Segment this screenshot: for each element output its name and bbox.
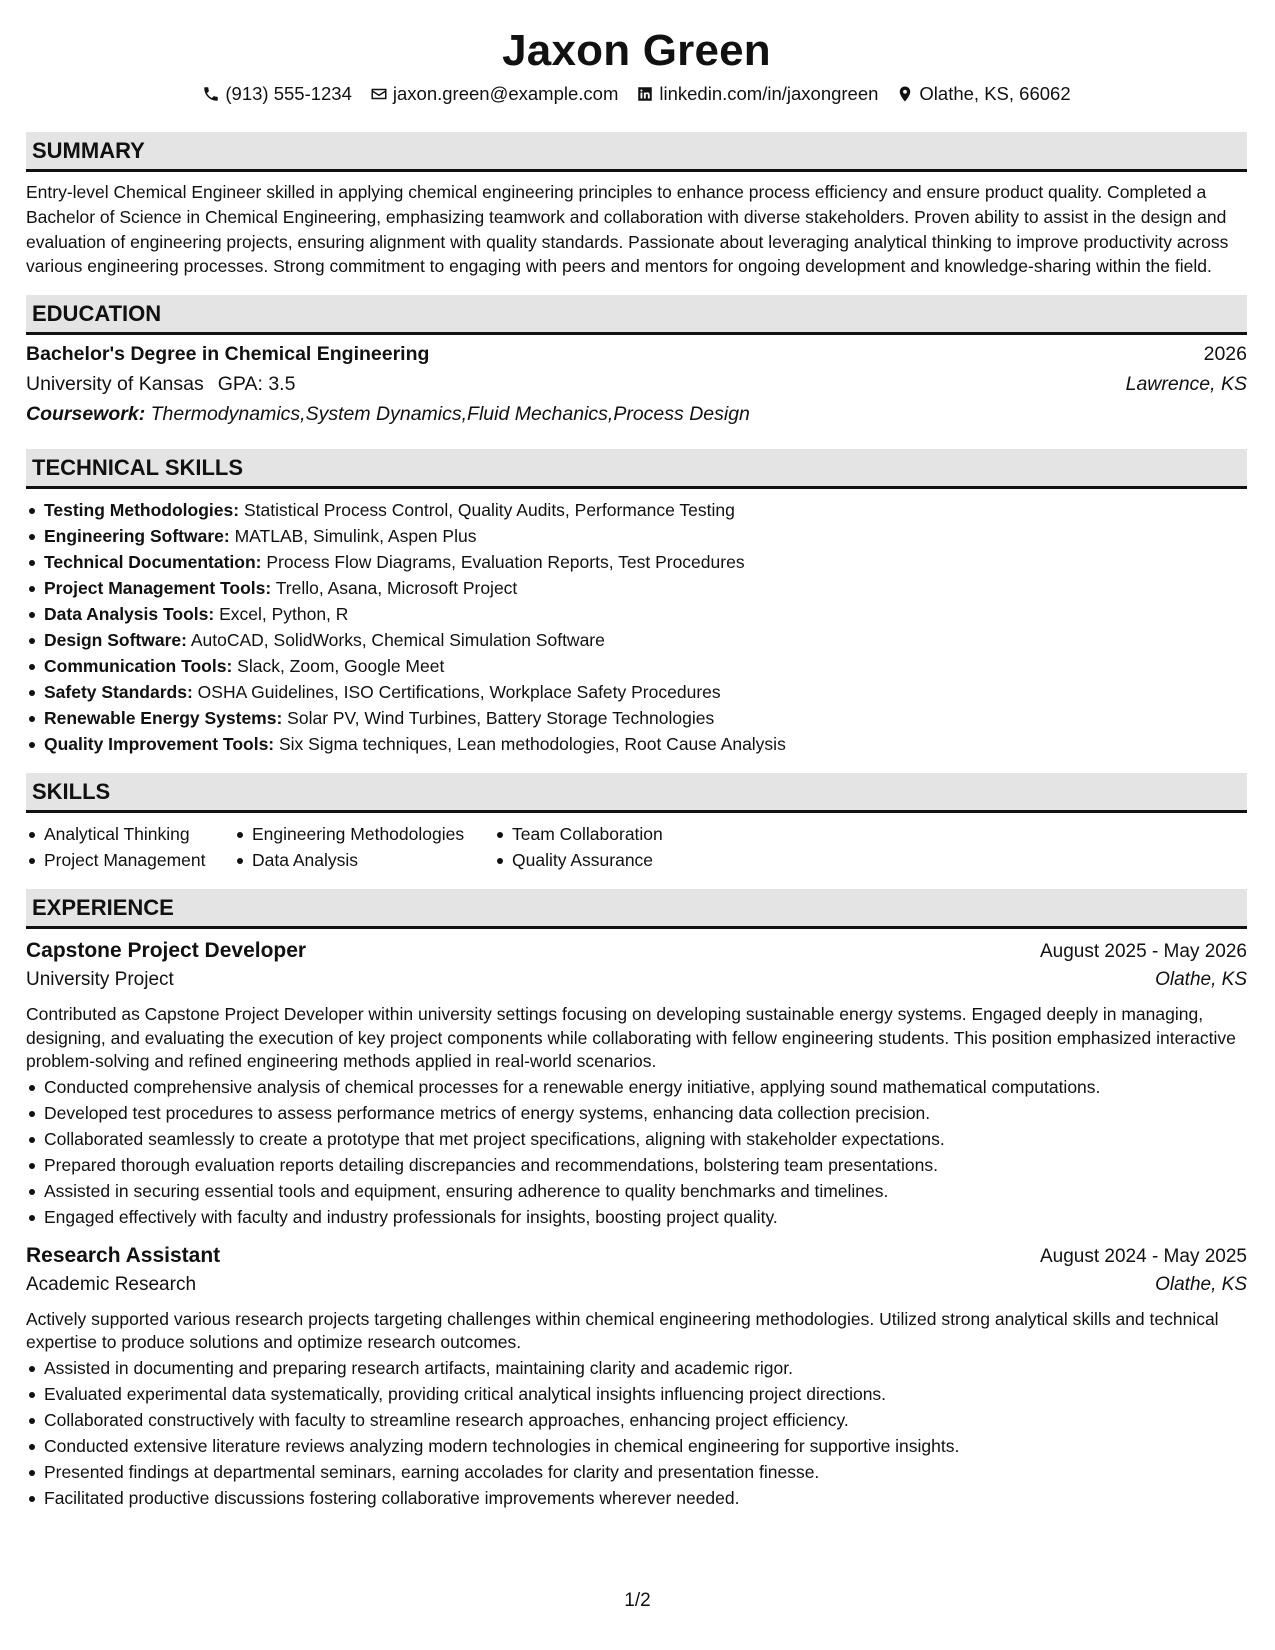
job-org-row — [26, 1274, 1247, 1304]
degree-title: Bachelor's Degree in Chemical Engineering — [26, 343, 430, 366]
list-item — [26, 575, 1247, 601]
skill-values: OSHA Guidelines, ISO Certifications, Workplace Safety Procedures — [197, 682, 721, 703]
skill-values: Slack, Zoom, Google Meet — [237, 656, 445, 677]
job-description: Contributed as Capstone Project Developer within university settings focusing on developing sustainable energy systems. Engaged deeply in managing, designing, and evaluating the execution of key project components while collaborating with fellow engineering students. This position emphasized interactive problem-solving and refined engineering methods applied in real-world scenarios. — [26, 1004, 1236, 1072]
list-item: Assisted in documenting and preparing research artifacts, maintaining clarity and academic rigor. — [26, 1355, 1247, 1381]
skills-grid — [26, 821, 1247, 873]
gpa: GPA: 3.5 — [217, 373, 296, 396]
skills-column — [494, 821, 794, 873]
job-title-row — [26, 939, 1247, 969]
experience-entry — [26, 939, 1247, 1230]
list-item — [26, 627, 1247, 653]
school-info — [26, 373, 295, 396]
list-item: Facilitated productive discussions fostering collaborative improvements wherever needed. — [26, 1485, 1247, 1511]
summary-text: Entry-level Chemical Engineer skilled in applying chemical engineering principles to enhance process efficiency and ensure product quality. Completed a Bachelor of Science in Chemical Engineering, emphasizing teamwork and collaboration with diverse stakeholders. Proven ability to assist in the design and evaluation of engineering projects, ensuring alignment with quality standards. Passionate about leveraging analytical thinking to improve productivity across various engineering processes. Strong commitment to engaging with peers and mentors for ongoing development and knowledge-sharing within the field. — [26, 182, 1229, 277]
skill-values: Trello, Asana, Microsoft Project — [275, 578, 518, 599]
location-text: Olathe, KS, 66062 — [919, 83, 1071, 104]
contact-location — [896, 83, 1070, 105]
list-item: Assisted in securing essential tools and equipment, ensuring adherence to quality benchmarks and timelines. — [26, 1178, 1247, 1204]
job-title-row — [26, 1244, 1247, 1274]
list-item: Evaluated experimental data systematically, providing critical analytical insights influencing project directions. — [26, 1381, 1247, 1407]
list-item — [26, 549, 1247, 575]
candidate-name: Jaxon Green — [502, 26, 771, 75]
email-text: jaxon.green@example.com — [392, 83, 619, 104]
graduation-year: 2026 — [1203, 343, 1247, 366]
list-item: Collaborated constructively with faculty to streamline research approaches, enhancing project efficiency. — [26, 1407, 1247, 1433]
job-dates: August 2024 - May 2025 — [1039, 1245, 1247, 1267]
map-pin-icon — [896, 85, 914, 103]
contact-bar — [26, 78, 1247, 110]
skill-category: Engineering Software: — [44, 526, 230, 547]
experience-heading: EXPERIENCE — [26, 889, 1247, 929]
list-item: Presented findings at departmental seminars, earning accolades for clarity and presentation finesse. — [26, 1459, 1247, 1485]
skill-category: Data Analysis Tools: — [44, 604, 215, 625]
job-location: Olathe, KS — [1155, 969, 1247, 991]
school-location: Lawrence, KS — [1125, 373, 1247, 396]
job-org-row — [26, 969, 1247, 999]
list-item — [26, 523, 1247, 549]
skills-column — [26, 821, 234, 873]
job-title: Research Assistant — [26, 1243, 221, 1267]
education-degree-row — [26, 343, 1247, 373]
list-item: Developed test procedures to assess performance metrics of energy systems, enhancing data collection precision. — [26, 1100, 1247, 1126]
job-location: Olathe, KS — [1155, 1273, 1247, 1295]
technical-skills-section — [26, 449, 1247, 757]
list-item: Engaged effectively with faculty and industry professionals for insights, boosting project quality. — [26, 1204, 1247, 1230]
education-school-row — [26, 373, 1247, 403]
list-item: Collaborated seamlessly to create a prototype that met project specifications, aligning with stakeholder expectations. — [26, 1126, 1247, 1152]
list-item: Quality Assurance — [494, 847, 794, 873]
skill-values: Process Flow Diagrams, Evaluation Reports, Test Procedures — [266, 552, 745, 573]
summary-heading: SUMMARY — [26, 132, 1247, 172]
skill-category: Communication Tools: — [44, 656, 233, 677]
experience-section — [26, 889, 1247, 1511]
skills-heading: SKILLS — [26, 773, 1247, 813]
job-bullets — [26, 1074, 1247, 1230]
job-description: Actively supported various research projects targeting challenges within chemical engineering methodologies. Utilized strong analytical skills and technical expertise to produce solutions and optimize research outcomes. — [26, 1308, 1219, 1353]
coursework-list: Thermodynamics,System Dynamics,Fluid Mechanics,Process Design — [150, 403, 750, 426]
education-heading: EDUCATION — [26, 295, 1247, 335]
phone-text: (913) 555-1234 — [225, 83, 352, 104]
job-title: Capstone Project Developer — [26, 939, 307, 963]
job-dates: August 2025 - May 2026 — [1039, 941, 1247, 963]
phone-icon — [202, 85, 220, 103]
experience-entry — [26, 1244, 1247, 1511]
skill-category: Project Management Tools: — [44, 578, 272, 599]
skill-category: Quality Improvement Tools: — [44, 734, 275, 755]
list-item — [26, 705, 1247, 731]
coursework-label: Coursework: — [26, 403, 146, 426]
skill-category: Renewable Energy Systems: — [44, 708, 283, 729]
job-organization: University Project — [26, 969, 174, 991]
skills-column — [234, 821, 494, 873]
list-item — [26, 601, 1247, 627]
linkedin-icon — [636, 85, 654, 103]
skill-category: Technical Documentation: — [44, 552, 262, 573]
list-item — [26, 497, 1247, 523]
skill-values: Solar PV, Wind Turbines, Battery Storage Technologies — [287, 708, 715, 729]
envelope-icon — [370, 85, 388, 103]
linkedin-text: linkedin.com/in/jaxongreen — [659, 83, 879, 104]
page-number: 1/2 — [624, 1590, 651, 1611]
list-item — [26, 679, 1247, 705]
list-item: Conducted comprehensive analysis of chemical processes for a renewable energy initiative, applying sound mathematical computations. — [26, 1074, 1247, 1100]
job-bullets — [26, 1355, 1247, 1511]
skill-category: Testing Methodologies: — [44, 500, 240, 521]
list-item: Engineering Methodologies — [234, 821, 494, 847]
list-item: Data Analysis — [234, 847, 494, 873]
skill-values: Excel, Python, R — [219, 604, 349, 625]
school-name: University of Kansas — [26, 373, 204, 396]
list-item: Conducted extensive literature reviews analyzing modern technologies in chemical engineering for supportive insights. — [26, 1433, 1247, 1459]
education-section — [26, 295, 1247, 433]
job-organization: Academic Research — [26, 1273, 197, 1295]
technical-skills-list — [26, 497, 1247, 757]
skill-category: Safety Standards: — [44, 682, 193, 703]
list-item — [26, 731, 1247, 757]
coursework-line — [26, 403, 1247, 433]
list-item: Project Management — [26, 847, 234, 873]
contact-phone[interactable] — [202, 83, 352, 105]
skill-values: MATLAB, Simulink, Aspen Plus — [234, 526, 477, 547]
list-item: Analytical Thinking — [26, 821, 234, 847]
skill-values: Statistical Process Control, Quality Audits, Performance Testing — [243, 500, 735, 521]
list-item — [26, 653, 1247, 679]
skills-section — [26, 773, 1247, 873]
technical-skills-heading: TECHNICAL SKILLS — [26, 449, 1247, 489]
list-item: Team Collaboration — [494, 821, 794, 847]
skill-values: Six Sigma techniques, Lean methodologies, Root Cause Analysis — [279, 734, 786, 755]
contact-linkedin[interactable] — [636, 83, 878, 105]
skill-values: AutoCAD, SolidWorks, Chemical Simulation Software — [190, 630, 605, 651]
list-item: Prepared thorough evaluation reports detailing discrepancies and recommendations, bolstering team presentations. — [26, 1152, 1247, 1178]
summary-section — [26, 132, 1247, 279]
skill-category: Design Software: — [44, 630, 187, 651]
contact-email[interactable] — [370, 83, 618, 105]
